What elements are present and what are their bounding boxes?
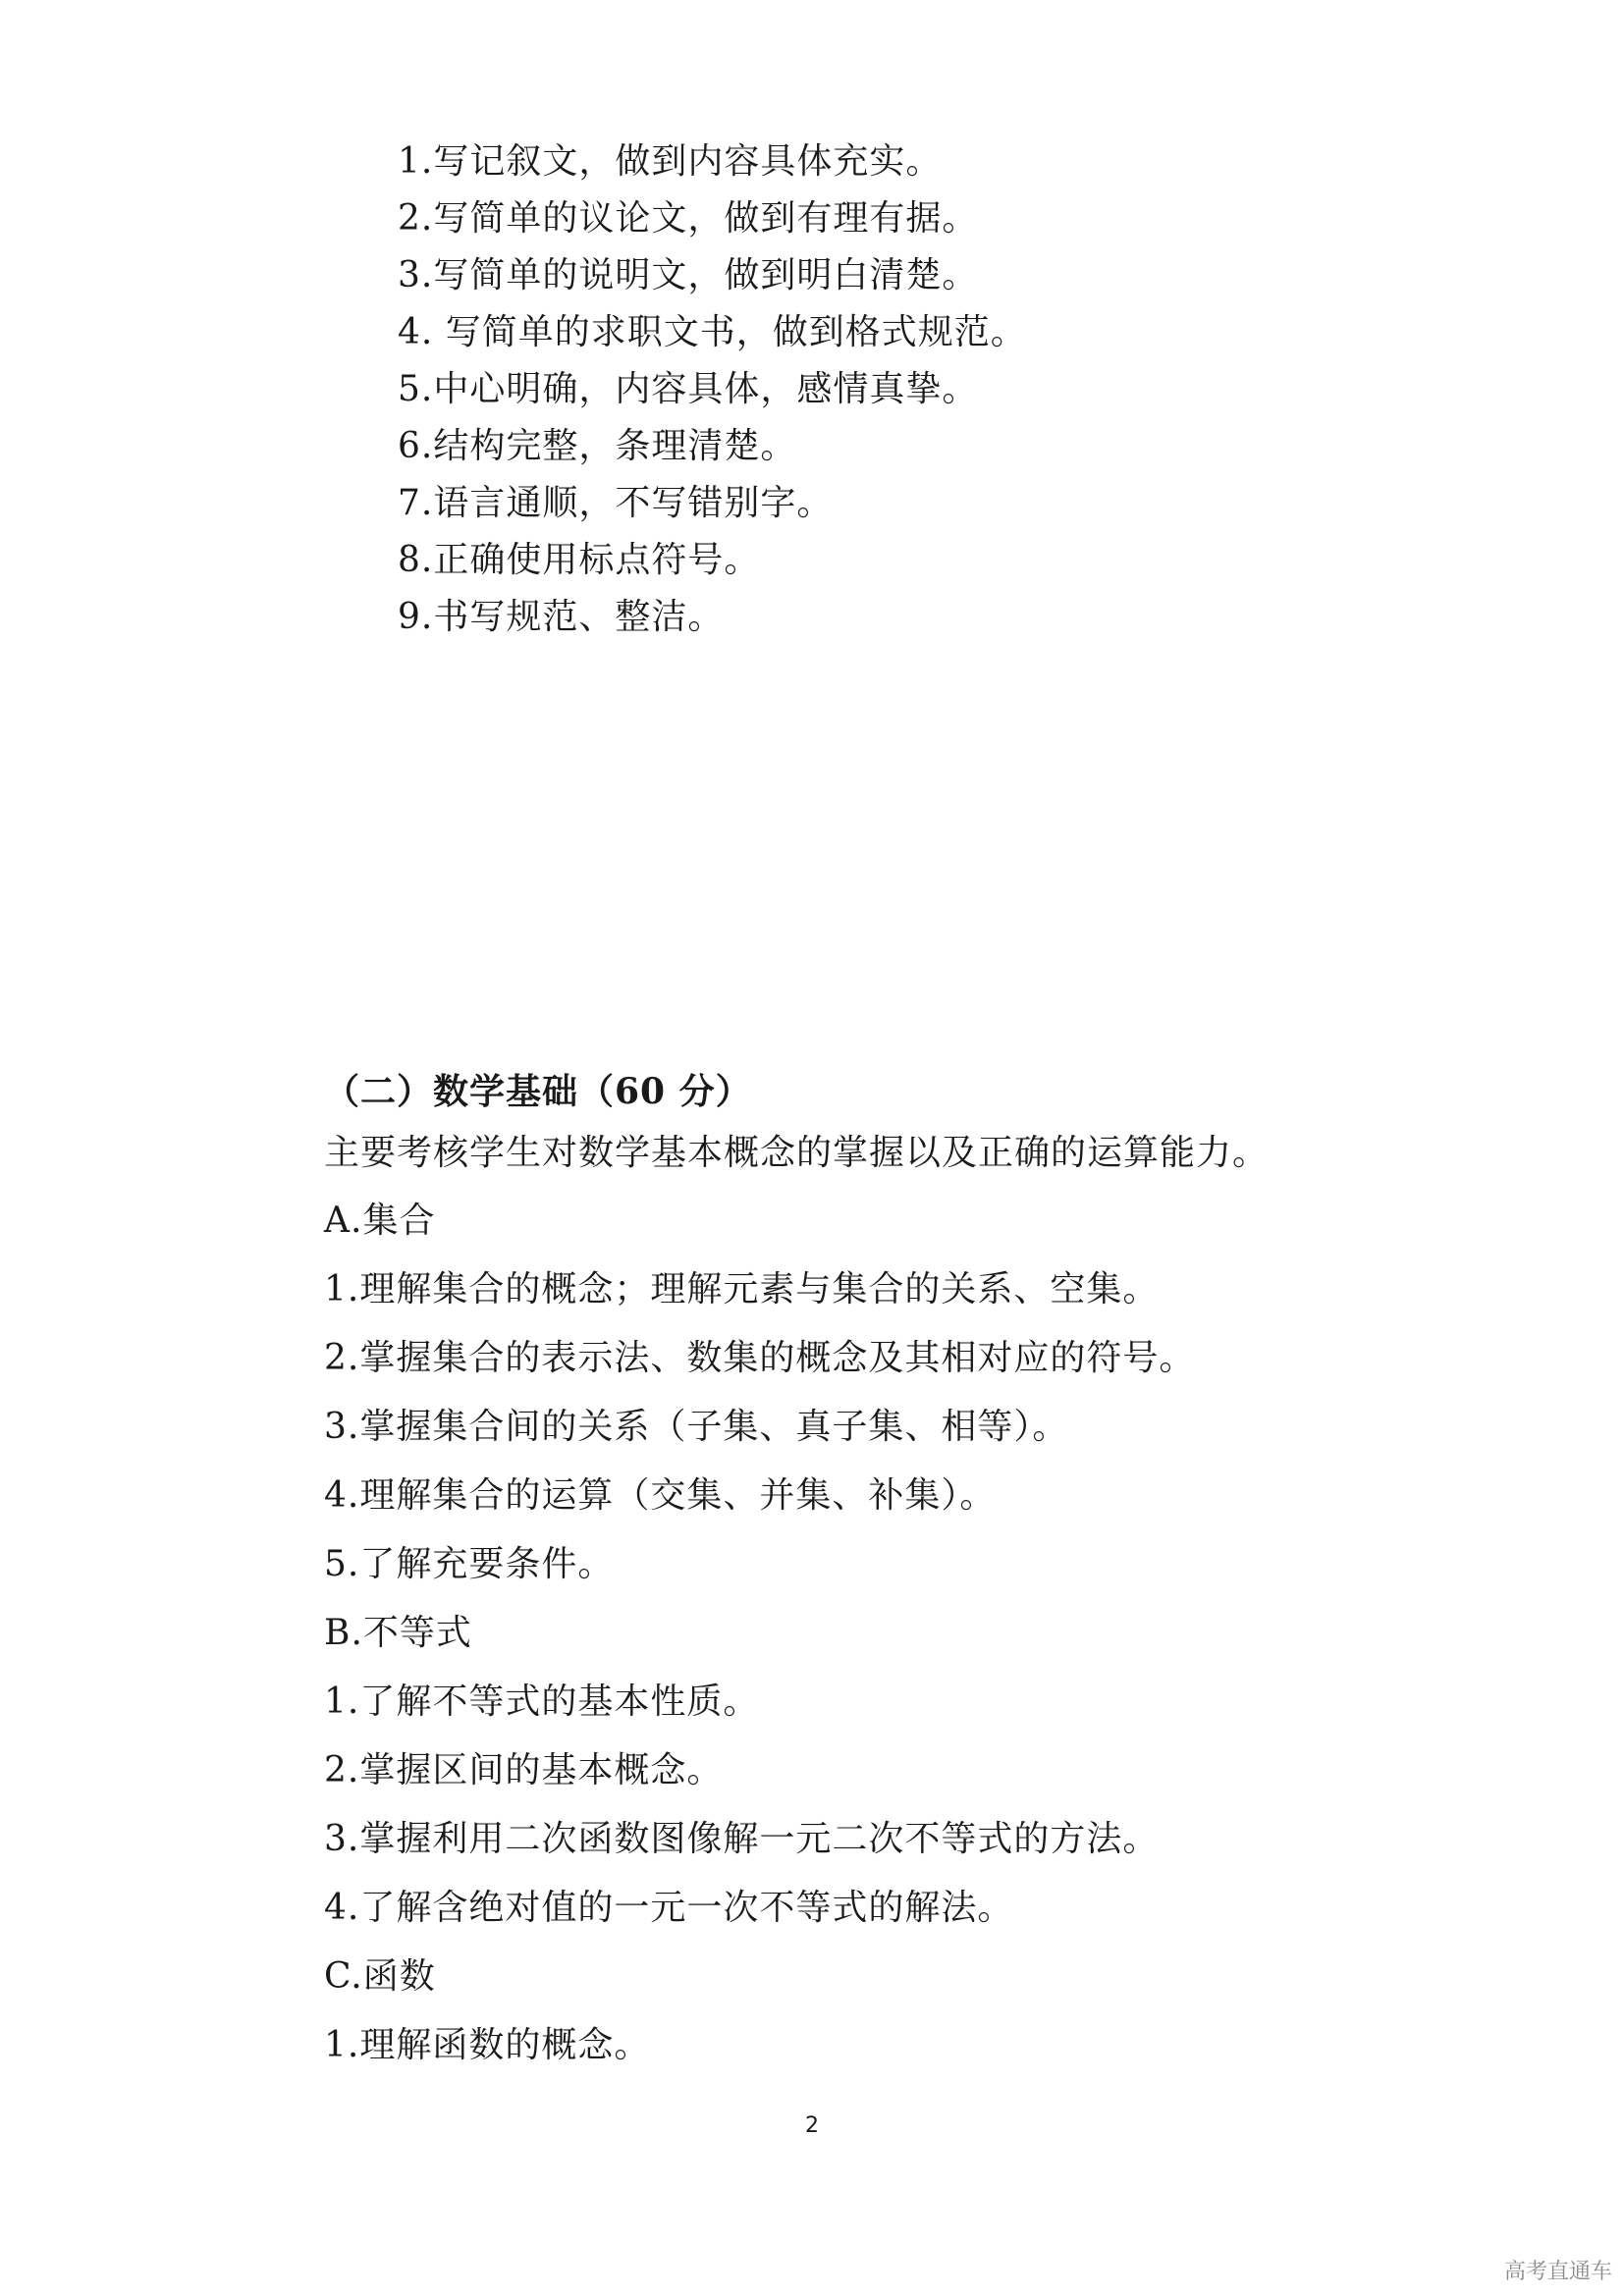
list-item: 3.掌握利用二次函数图像解一元二次不等式的方法。 <box>324 1819 1160 1859</box>
page-number: 2 <box>805 2113 819 2138</box>
list-item: 6.结构完整，条理清楚。 <box>398 426 797 466</box>
list-item: 3.掌握集合间的关系（子集、真子集、相等）。 <box>324 1407 1069 1447</box>
watermark: 高考直通车 <box>1503 2260 1612 2284</box>
list-item: 1.写记叙文，做到内容具体充实。 <box>398 141 943 182</box>
list-item: 4.了解含绝对值的一元一次不等式的解法。 <box>324 1888 1014 1928</box>
list-item: 1.理解集合的概念；理解元素与集合的关系、空集。 <box>324 1269 1160 1309</box>
list-item: 1.了解不等式的基本性质。 <box>324 1682 760 1722</box>
list-item: 4. 写简单的求职文书，做到格式规范。 <box>398 312 1027 352</box>
list-item: 2.掌握区间的基本概念。 <box>324 1750 724 1790</box>
list-item: 1.理解函数的概念。 <box>324 2025 651 2065</box>
list-item: 5.了解充要条件。 <box>324 1544 615 1584</box>
list-item: 4.理解集合的运算（交集、并集、补集）。 <box>324 1475 997 1516</box>
subsection-title: C.函数 <box>324 1956 436 1997</box>
list-item: 8.正确使用标点符号。 <box>398 540 761 580</box>
list-item: 2.掌握集合的表示法、数集的概念及其相对应的符号。 <box>324 1338 1196 1378</box>
list-item: 9.书写规范、整洁。 <box>398 597 725 637</box>
list-item: 7.语言通顺，不写错别字。 <box>398 483 834 523</box>
section-intro: 主要考核学生对数学基本概念的掌握以及正确的运算能力。 <box>324 1133 1270 1173</box>
subsection-title: B.不等式 <box>324 1613 472 1653</box>
list-item: 5.中心明确，内容具体，感情真挚。 <box>398 369 979 409</box>
subsection-title: A.集合 <box>324 1201 436 1241</box>
list-item: 2.写简单的议论文，做到有理有据。 <box>398 198 979 239</box>
list-item: 3.写简单的说明文，做到明白清楚。 <box>398 255 979 295</box>
section-heading: （二）数学基础（60 分） <box>324 1071 752 1112</box>
